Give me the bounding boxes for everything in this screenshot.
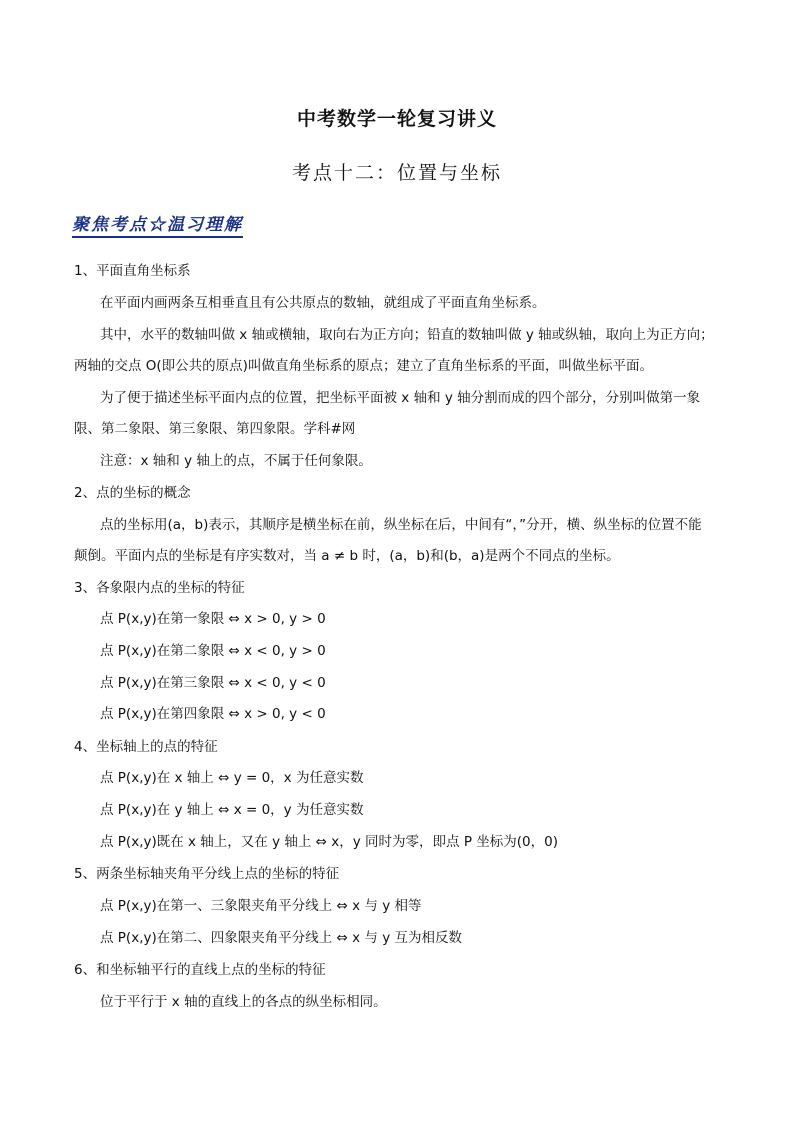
section-heading-6: 6、和坐标轴平行的直线上点的坐标的特征: [74, 962, 326, 978]
quadrant-rule-2: 点 P(x,y)在第二象限 ⇔ x < 0, y > 0: [100, 643, 326, 659]
quadrant-rule-1: 点 P(x,y)在第一象限 ⇔ x > 0, y > 0: [100, 611, 326, 627]
paragraph-line: 限、第二象限、第三象限、第四象限。学科#网: [74, 421, 356, 437]
bisector-rule-2: 点 P(x,y)在第二、四象限夹角平分线上 ⇔ x 与 y 互为相反数: [100, 930, 462, 946]
paragraph-line: 点的坐标用(a，b)表示，其顺序是横坐标在前，纵坐标在后，中间有“，”分开，横、纵坐标的位置不能: [100, 517, 702, 533]
quadrant-rule-4: 点 P(x,y)在第四象限 ⇔ x > 0, y < 0: [100, 706, 326, 722]
section-heading-4: 4、坐标轴上的点的特征: [74, 739, 218, 755]
section-heading-2: 2、点的坐标的概念: [74, 485, 191, 501]
section-banner: 聚焦考点☆温习理解: [72, 210, 243, 238]
paragraph-line: 其中，水平的数轴叫做 x 轴或横轴，取向右为正方向；铅直的数轴叫做 y 轴或纵轴，取向上为正方向；: [100, 327, 714, 343]
document-subtitle: 考点十二：位置与坐标: [291, 162, 502, 184]
paragraph-line: 在平面内画两条互相垂直且有公共原点的数轴，就组成了平面直角坐标系。: [100, 295, 546, 311]
section-heading-5: 5、两条坐标轴夹角平分线上点的坐标的特征: [74, 866, 340, 882]
axis-rule-3: 点 P(x,y)既在 x 轴上，又在 y 轴上 ⇔ x，y 同时为零，即点 P 坐标为(0，0): [100, 834, 558, 850]
document-title: 中考数学一轮复习讲义: [296, 108, 497, 130]
paragraph-line: 位于平行于 x 轴的直线上的各点的纵坐标相同。: [100, 994, 387, 1010]
paragraph-line: 两轴的交点 O(即公共的原点)叫做直角坐标系的原点；建立了直角坐标系的平面，叫做坐标平面。: [74, 358, 653, 374]
axis-rule-1: 点 P(x,y)在 x 轴上 ⇔ y = 0，x 为任意实数: [100, 770, 364, 786]
paragraph-line: 颠倒。平面内点的坐标是有序实数对，当 a ≠ b 时，(a，b)和(b，a)是两个不同点的坐标。: [74, 548, 620, 564]
section-heading-3: 3、各象限内点的坐标的特征: [74, 580, 245, 596]
bisector-rule-1: 点 P(x,y)在第一、三象限夹角平分线上 ⇔ x 与 y 相等: [100, 898, 422, 914]
quadrant-rule-3: 点 P(x,y)在第三象限 ⇔ x < 0, y < 0: [100, 675, 326, 691]
paragraph-line: 为了便于描述坐标平面内点的位置，把坐标平面被 x 轴和 y 轴分割而成的四个部分，分别叫做第一象: [100, 390, 701, 406]
axis-rule-2: 点 P(x,y)在 y 轴上 ⇔ x = 0，y 为任意实数: [100, 802, 364, 818]
section-heading-1: 1、平面直角坐标系: [74, 263, 191, 279]
note-line: 注意：x 轴和 y 轴上的点，不属于任何象限。: [100, 453, 372, 469]
